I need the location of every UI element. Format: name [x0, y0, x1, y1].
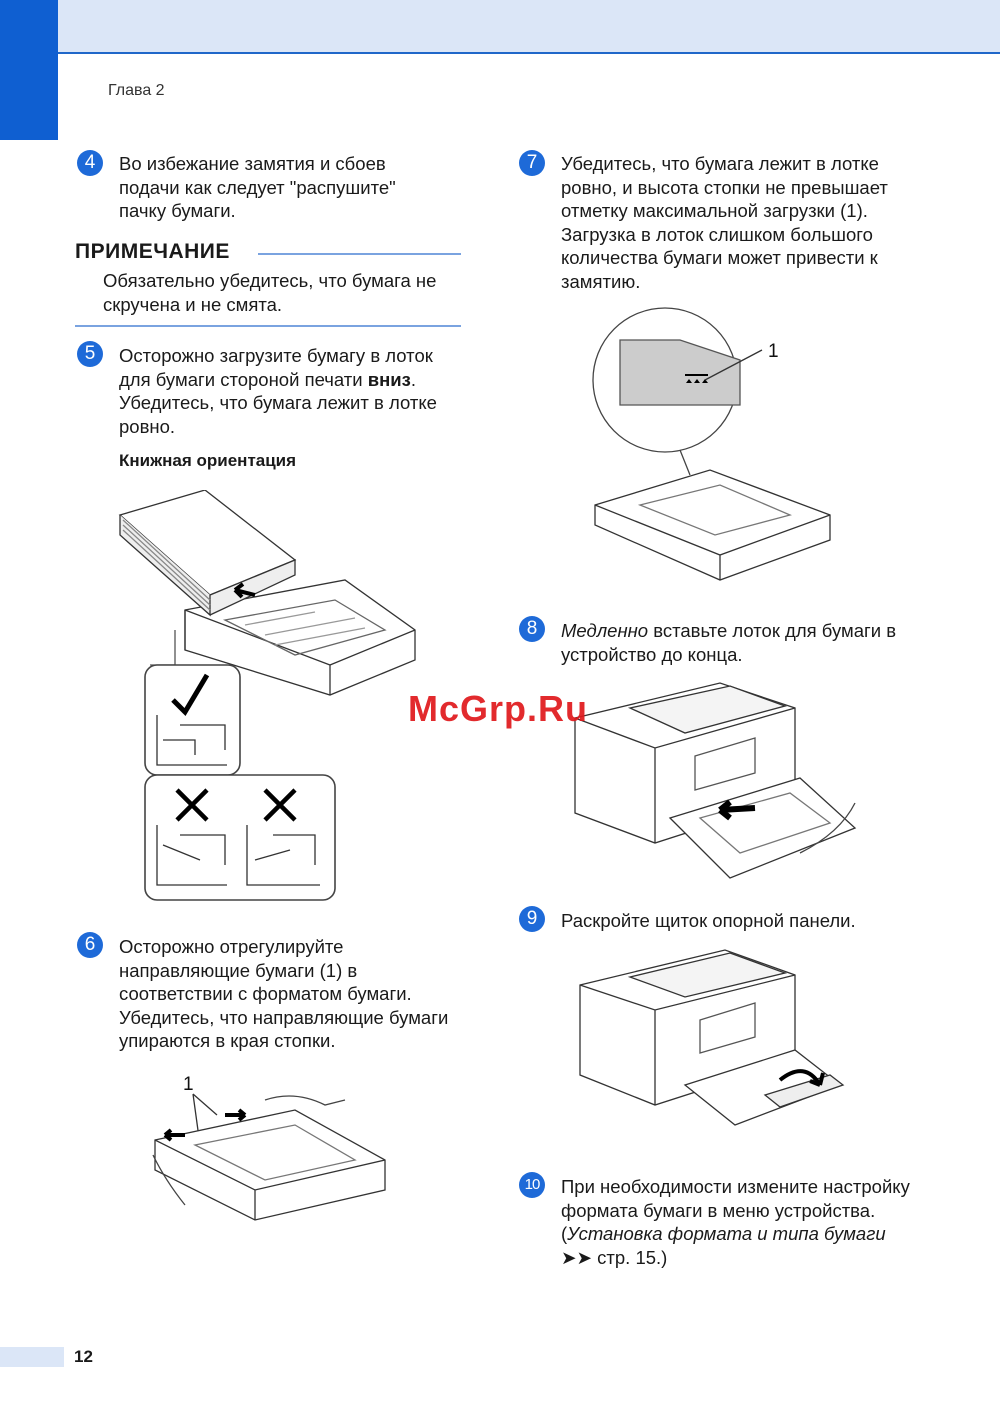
insert-tray-figure: [570, 678, 860, 888]
step-4-badge: 4: [77, 150, 103, 176]
step-4-text: Во избежание замятия и сбоев подачи как следует "распушите" пачку бумаги.: [119, 153, 396, 221]
step-5-badge: 5: [77, 341, 103, 367]
step-10-badge: 10: [519, 1172, 545, 1198]
portrait-subhead: Книжная ориентация: [119, 451, 297, 470]
step-5-bold: вниз: [367, 368, 411, 390]
step-10-ref-page: стр. 15.): [592, 1246, 668, 1268]
step-8-badge: 8: [519, 616, 545, 642]
step-8-text-rest: вставьте лоток для бумаги в устройство до конца.: [561, 620, 897, 665]
step-7-badge: 7: [519, 150, 545, 176]
header-band: [0, 0, 1000, 52]
step-8-italic: Медленно: [561, 620, 649, 641]
max-mark-callout: 1: [768, 341, 779, 362]
step-6-badge: 6: [77, 932, 103, 958]
header-rule: [58, 52, 1000, 54]
paper-loading-figure: [115, 490, 425, 905]
step-5-text: [119, 344, 464, 438]
support-flap-figure: [575, 945, 850, 1145]
step-10-ref-open: (: [561, 1223, 568, 1244]
step-8-text: [561, 619, 911, 666]
guides-figure: [145, 1070, 395, 1230]
step-7-text: Убедитесь, что бумага лежит в лотке ровно, и высота стопки не превышает отметку максимальной загрузки (1). Загрузка в лоток слишком большого количества бумаги может привести к замятию.: [561, 153, 888, 292]
max-mark-figure: [590, 305, 840, 585]
note-rule: [258, 253, 461, 255]
guides-callout: 1: [183, 1074, 194, 1095]
step-9-text: Раскройте щиток опорной панели.: [561, 910, 856, 931]
page-ref-arrows-icon: ➤➤: [561, 1246, 593, 1268]
chapter-tab: [0, 0, 58, 140]
note-title: ПРИМЕЧАНИЕ: [75, 240, 230, 263]
step-6-text: Осторожно отрегулируйте направляющие бумаги (1) в соответствии с форматом бумаги. Убедитесь, что направляющие бумаги упираются в края стопки.: [119, 936, 449, 1051]
note-bottom-rule: [75, 325, 461, 327]
step-10-text: [561, 1175, 911, 1269]
step-10-text-main: При необходимости измените настройку формата бумаги в меню устройства.: [561, 1176, 910, 1221]
step-10-ref-link[interactable]: Установка формата и типа бумаги: [567, 1223, 886, 1244]
step-9-badge: 9: [519, 906, 545, 932]
chapter-label: Глава 2: [108, 82, 165, 99]
footer-band: [0, 1347, 64, 1367]
step-5-text-a: Осторожно загрузите бумагу в лоток для бумаги стороной печати: [119, 345, 433, 390]
note-text: Обязательно убедитесь, что бумага не скручена и не смята.: [103, 270, 437, 315]
page-number: 12: [74, 1347, 93, 1366]
watermark: McGrp.Ru: [408, 688, 589, 729]
step-5-text-b: . Убедитесь, что бумага лежит в лотке ровно.: [119, 368, 437, 437]
